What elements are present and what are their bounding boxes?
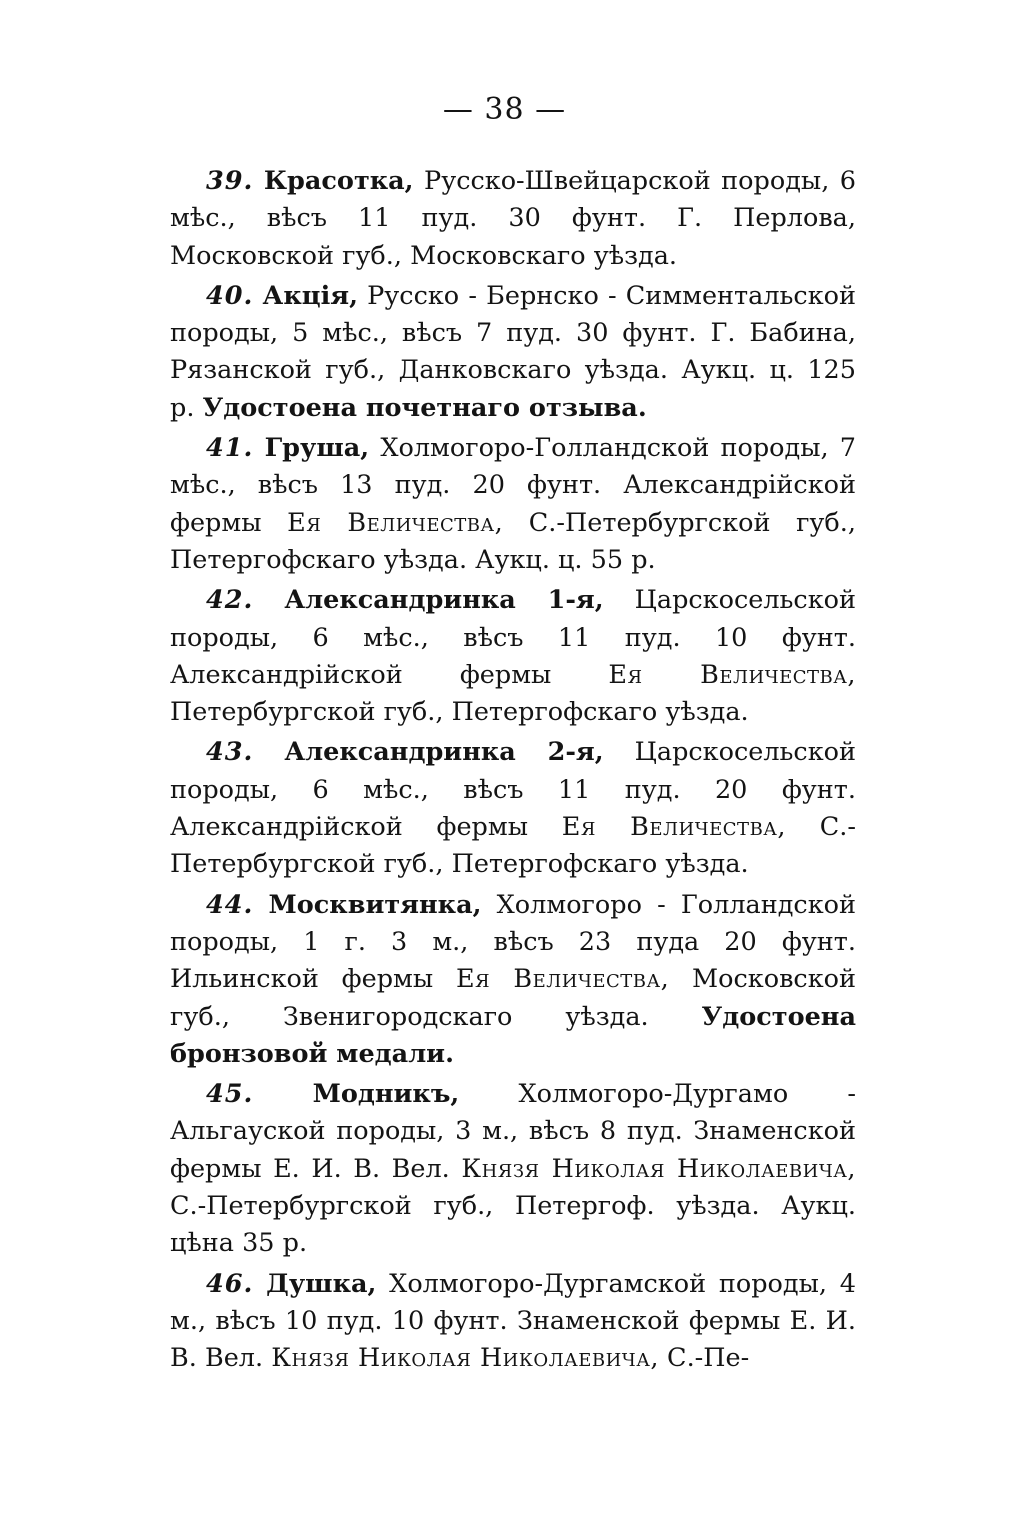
entry-text: Русско - Бернско - Симментальской породы, 5 мѣс., вѣсъ 7 пуд. 30 фунт. Г. Бабина, Рязанской губ., Данковскаго уѣзда. Аукц. ц. 125 р. <box>170 280 857 423</box>
entry-award: Удостоена почетнаго отзыва. <box>202 392 647 423</box>
entry-39 <box>170 163 856 275</box>
entry-number: 46. <box>206 1268 254 1299</box>
entry-name: Груша, <box>264 433 370 464</box>
entry-text: С.-Пе- <box>658 1343 750 1374</box>
entry-text: Царскосельской породы, 6 мѣс., вѣсъ 11 пуд. 10 фунт. Александрійской фермы <box>170 585 856 690</box>
entry-name: Александринка 1-я, <box>284 585 604 616</box>
entry-number: 41. <box>206 433 254 464</box>
entry-name: Москвитянка, <box>268 889 482 920</box>
entry-text: С.-Петербургской губ., Петергофскаго уѣзда. Аукц. ц. 55 р. <box>170 507 856 575</box>
entry-44 <box>170 887 856 1073</box>
entry-40 <box>170 278 856 427</box>
entry-text: Холмогоро - Голландской породы, 1 г. 3 м., вѣсъ 23 пуда 20 фунт. Ильинской фермы <box>170 889 856 995</box>
entry-text: Холмогоро-Голландской породы, 7 мѣс., вѣсъ 13 пуд. 20 фунт. Александрійской фермы <box>170 433 857 538</box>
entry-title-caps: Ея Величества, <box>561 812 787 843</box>
entry-text: С.-Петербургской губ., Петергофскаго уѣзда. <box>170 812 856 880</box>
entry-name: Акція, <box>262 280 358 311</box>
entry-46 <box>170 1266 856 1378</box>
page-number: — 38 — <box>442 92 567 127</box>
entry-45 <box>170 1076 856 1262</box>
entry-name: Александринка 2-я, <box>284 737 604 768</box>
entry-number: 42. <box>206 585 254 616</box>
entry-title-caps: Князя Николая Николаевича, <box>271 1343 659 1374</box>
entry-text: С.-Петербургской губ., Петергоф. уѣзда. Аукц. цѣна 35 р. <box>170 1191 856 1259</box>
entry-text: Холмогоро-Дургамо - Альгауской породы, 3 м., вѣсъ 8 пуд. Знаменской фермы Е. И. В. Вел. <box>170 1079 856 1184</box>
entry-number: 39. <box>206 166 254 196</box>
entry-title-caps: Князя Николая Николаевича, <box>461 1153 856 1184</box>
entry-text: Холмогоро-Дургамской породы, 4 м., вѣсъ 10 пуд. 10 фунт. Знаменской фермы Е. И. В. Вел. <box>170 1268 857 1374</box>
entry-award: Удостоена бронзовой медали. <box>170 1001 856 1069</box>
entry-number: 45. <box>206 1079 254 1110</box>
entry-text: Московской губ., Звенигородскаго уѣзда. <box>170 964 856 1032</box>
entry-text: Петербургской губ., Петергофскаго уѣзда. <box>170 697 749 728</box>
entry-title-caps: Ея Величества, <box>455 964 670 995</box>
entry-text: Царскосельской породы, 6 мѣс., вѣсъ 11 пуд. 20 фунт. Александрійской фермы <box>170 737 856 843</box>
entry-41 <box>170 430 856 579</box>
entry-name: Красотка, <box>263 166 414 196</box>
entry-title-caps: Ея Величества, <box>287 507 504 538</box>
entry-text: Русско-Швейцарской породы, 6 мѣс., вѣсъ 11 пуд. 30 фунт. Г. Перлова, Московской губ., Московскаго уѣзда. <box>170 166 856 271</box>
entry-name: Душка, <box>266 1268 377 1299</box>
entry-name: Модникъ, <box>312 1079 460 1110</box>
entry-number: 44. <box>206 889 254 920</box>
entry-number: 40. <box>206 280 254 311</box>
text-block <box>170 163 856 1381</box>
entry-title-caps: Ея Величества, <box>608 659 856 690</box>
entry-43 <box>170 734 856 883</box>
entry-42 <box>170 582 856 731</box>
entry-number: 43. <box>206 737 254 768</box>
